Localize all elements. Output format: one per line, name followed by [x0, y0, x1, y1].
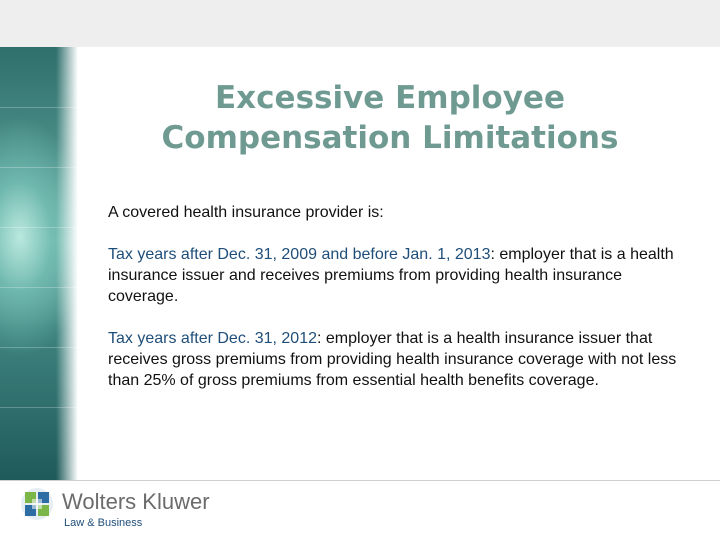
footer-divider: [0, 480, 720, 481]
slide-title-line-2: Compensation Limitations: [161, 120, 619, 156]
paragraph-2009-2013-body: : employer that is a health insurance issuer and receives premiums from providing health insurance coverage.: [108, 246, 674, 305]
slide-title-line-1: Excessive Employee: [215, 80, 565, 116]
brand-name: Wolters Kluwer: [62, 489, 210, 514]
paragraph-2009-2013: [108, 244, 683, 307]
intro-text: A covered health insurance provider is:: [108, 204, 384, 221]
paragraph-after-2012-body: : employer that is a health insurance issuer that receives gross premiums from providing health insurance coverage with not less than 25% of gross premiums from essential health benefits coverage.: [108, 330, 677, 389]
brand-subtitle: Law & Business: [64, 517, 143, 529]
slide-title: [100, 78, 680, 158]
top-bar: [0, 0, 720, 47]
paragraph-2009-2013-lead: Tax years after Dec. 31, 2009 and before Jan. 1, 2013: [108, 246, 491, 263]
slide-content: [108, 202, 683, 412]
paragraph-after-2012-lead: Tax years after Dec. 31, 2012: [108, 330, 317, 347]
wolters-kluwer-logo-icon: [20, 487, 54, 521]
paragraph-after-2012: [108, 328, 683, 391]
globe-decoration: [0, 47, 78, 480]
